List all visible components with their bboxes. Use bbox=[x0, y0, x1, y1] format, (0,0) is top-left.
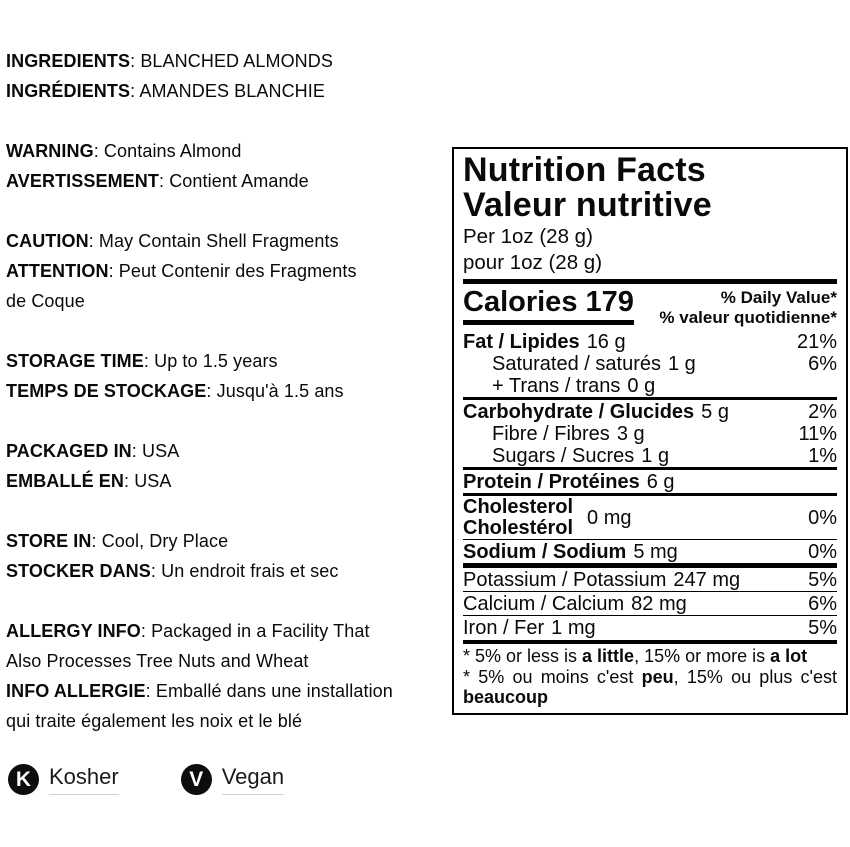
nutrient-row bbox=[463, 563, 837, 591]
nutrient-name: + Trans / trans bbox=[492, 375, 621, 397]
info-label: EMBALLÉ EN bbox=[6, 471, 124, 491]
certification-badge bbox=[8, 764, 119, 795]
nutrient-row bbox=[463, 353, 837, 375]
info-value: Emballé dans une installation bbox=[155, 681, 393, 701]
daily-value-header bbox=[659, 288, 837, 327]
nutrient-daily-value: 6% bbox=[808, 353, 837, 375]
info-section bbox=[6, 136, 458, 196]
nutrient-daily-value: 5% bbox=[808, 617, 837, 639]
info-value: Peut Contenir des Fragments bbox=[118, 261, 357, 281]
nutrient-name: Calcium / Calcium bbox=[463, 593, 625, 615]
daily-value-footnote bbox=[463, 646, 837, 708]
info-label: STORAGE TIME bbox=[6, 351, 144, 371]
info-value: Up to 1.5 years bbox=[154, 351, 278, 371]
info-line: INGRÉDIENTS: AMANDES BLANCHIE bbox=[6, 81, 325, 101]
info-line: STORE IN: Cool, Dry Place bbox=[6, 531, 229, 551]
thick-divider-bar bbox=[463, 279, 837, 284]
info-label: AVERTISSEMENT bbox=[6, 171, 159, 191]
nutrient-daily-value: 0% bbox=[808, 541, 837, 563]
serving-size-fr: pour 1oz (28 g) bbox=[463, 251, 603, 274]
daily-value-header-en: % Daily Value* bbox=[720, 288, 837, 307]
info-value: Also Processes Tree Nuts and Wheat bbox=[6, 651, 309, 671]
nutrient-rows bbox=[463, 331, 837, 639]
nutrient-row bbox=[463, 539, 837, 563]
info-line bbox=[6, 706, 458, 736]
footnote-en: * 5% or less is a little, 15% or more is a lot bbox=[463, 646, 808, 666]
nutrient-name: Protein / Protéines bbox=[463, 471, 640, 493]
info-label: PACKAGED IN bbox=[6, 441, 132, 461]
info-section bbox=[6, 436, 458, 496]
nutrient-name: Potassium / Potassium bbox=[463, 569, 667, 591]
info-label: STOCKER DANS bbox=[6, 561, 151, 581]
info-value: Contient Amande bbox=[169, 171, 309, 191]
calories-value: Calories 179 bbox=[463, 287, 634, 325]
nutrient-amount: 82 mg bbox=[631, 593, 687, 615]
info-line: WARNING: Contains Almond bbox=[6, 141, 242, 161]
nutrient-amount: 5 mg bbox=[633, 541, 678, 563]
calories-row bbox=[463, 287, 837, 327]
info-label: TEMPS DE STOCKAGE bbox=[6, 381, 207, 401]
info-label: WARNING bbox=[6, 141, 94, 161]
info-value: USA bbox=[141, 441, 180, 461]
nutrient-amount: 5 g bbox=[701, 401, 729, 423]
info-line: ATTENTION: Peut Contenir des Fragments bbox=[6, 261, 357, 281]
badge-label: Kosher bbox=[49, 764, 119, 795]
info-label: INGREDIENTS bbox=[6, 51, 131, 71]
nutrient-amount: 16 g bbox=[586, 331, 626, 353]
daily-value-header-fr: % valeur quotidienne* bbox=[659, 307, 837, 327]
nutrient-row bbox=[463, 423, 837, 445]
info-line: STOCKER DANS: Un endroit frais et sec bbox=[6, 561, 339, 581]
nutrient-amount: 0 g bbox=[627, 375, 656, 397]
thick-divider-bar-bottom bbox=[463, 640, 837, 644]
nutrient-row bbox=[463, 493, 837, 539]
badge-label: Vegan bbox=[222, 764, 284, 795]
nutrient-name: Saturated / saturés bbox=[492, 353, 661, 375]
info-value: AMANDES BLANCHIE bbox=[139, 81, 325, 101]
info-value: May Contain Shell Fragments bbox=[98, 231, 339, 251]
info-value: Jusqu'à 1.5 ans bbox=[216, 381, 344, 401]
nutrient-name: Sodium / Sodium bbox=[463, 541, 627, 563]
info-section bbox=[6, 616, 458, 736]
info-line: INGREDIENTS: BLANCHED ALMONDS bbox=[6, 51, 333, 71]
info-line: CAUTION: May Contain Shell Fragments bbox=[6, 231, 339, 251]
nutrient-amount: 0 mg bbox=[587, 507, 632, 529]
footnote-fr: * 5% ou moins c'est peu, 15% ou plus c'est beaucoup bbox=[463, 666, 837, 707]
nutrient-daily-value: 2% bbox=[808, 401, 837, 423]
info-line: STORAGE TIME: Up to 1.5 years bbox=[6, 351, 278, 371]
nutrient-row bbox=[463, 375, 837, 397]
nutrient-daily-value: 6% bbox=[808, 593, 837, 615]
info-section bbox=[6, 46, 458, 106]
nutrient-name: Cholesterol Cholestérol bbox=[463, 496, 574, 539]
nutrient-amount: 1 mg bbox=[551, 617, 596, 639]
info-value: USA bbox=[134, 471, 172, 491]
nutrient-name: Fibre / Fibres bbox=[492, 423, 610, 445]
info-value: Contains Almond bbox=[103, 141, 242, 161]
info-line: PACKAGED IN: USA bbox=[6, 441, 180, 461]
info-line: ALLERGY INFO: Packaged in a Facility That bbox=[6, 621, 370, 641]
vegan-v-circle-icon: V bbox=[181, 764, 212, 795]
nutrient-row bbox=[463, 445, 837, 467]
certification-badge bbox=[181, 764, 284, 795]
nutrient-name: Sugars / Sucres bbox=[492, 445, 635, 467]
nutrient-daily-value: 5% bbox=[808, 569, 837, 591]
info-label: INGRÉDIENTS bbox=[6, 81, 131, 101]
info-line: TEMPS DE STOCKAGE: Jusqu'à 1.5 ans bbox=[6, 381, 344, 401]
info-label: STORE IN bbox=[6, 531, 92, 551]
info-line bbox=[6, 646, 458, 676]
nutrition-facts-title-en: Nutrition Facts bbox=[463, 151, 706, 189]
nutrient-row bbox=[463, 397, 837, 423]
nutrition-facts-panel bbox=[452, 147, 848, 715]
certification-badges bbox=[8, 764, 284, 795]
nutrient-daily-value: 0% bbox=[808, 507, 837, 529]
info-value: Cool, Dry Place bbox=[101, 531, 229, 551]
nutrient-name: Carbohydrate / Glucides bbox=[463, 401, 695, 423]
info-value: de Coque bbox=[6, 291, 85, 311]
info-label: INFO ALLERGIE bbox=[6, 681, 146, 701]
info-value: qui traite également les noix et le blé bbox=[6, 711, 303, 731]
nutrition-facts-title-fr: Valeur nutritive bbox=[463, 186, 712, 224]
nutrient-row bbox=[463, 615, 837, 639]
info-section bbox=[6, 526, 458, 586]
info-value: Packaged in a Facility That bbox=[151, 621, 370, 641]
nutrient-daily-value: 11% bbox=[798, 423, 837, 445]
product-info-column bbox=[6, 46, 458, 766]
nutrient-daily-value: 1% bbox=[808, 445, 837, 467]
info-label: ALLERGY INFO bbox=[6, 621, 141, 641]
nutrient-amount: 1 g bbox=[667, 353, 696, 375]
info-label: ATTENTION bbox=[6, 261, 109, 281]
info-section bbox=[6, 226, 458, 316]
nutrient-amount: 3 g bbox=[616, 423, 645, 445]
info-value: Un endroit frais et sec bbox=[161, 561, 339, 581]
info-label: CAUTION bbox=[6, 231, 89, 251]
nutrient-amount: 1 g bbox=[641, 445, 670, 467]
info-section bbox=[6, 346, 458, 406]
nutrient-amount: 247 mg bbox=[673, 569, 741, 591]
nutrient-name: Iron / Fer bbox=[463, 617, 545, 639]
info-line: INFO ALLERGIE: Emballé dans une installation bbox=[6, 681, 393, 701]
kosher-k-circle-icon: K bbox=[8, 764, 39, 795]
info-value: BLANCHED ALMONDS bbox=[140, 51, 333, 71]
nutrient-row bbox=[463, 467, 837, 493]
nutrient-name: Fat / Lipides bbox=[463, 331, 580, 353]
info-line bbox=[6, 286, 458, 316]
nutrient-row bbox=[463, 591, 837, 615]
serving-size-en: Per 1oz (28 g) bbox=[463, 225, 593, 248]
info-line: AVERTISSEMENT: Contient Amande bbox=[6, 171, 309, 191]
nutrient-amount: 6 g bbox=[646, 471, 675, 493]
nutrient-daily-value: 21% bbox=[796, 331, 837, 353]
nutrient-row bbox=[463, 331, 837, 353]
info-line: EMBALLÉ EN: USA bbox=[6, 471, 172, 491]
